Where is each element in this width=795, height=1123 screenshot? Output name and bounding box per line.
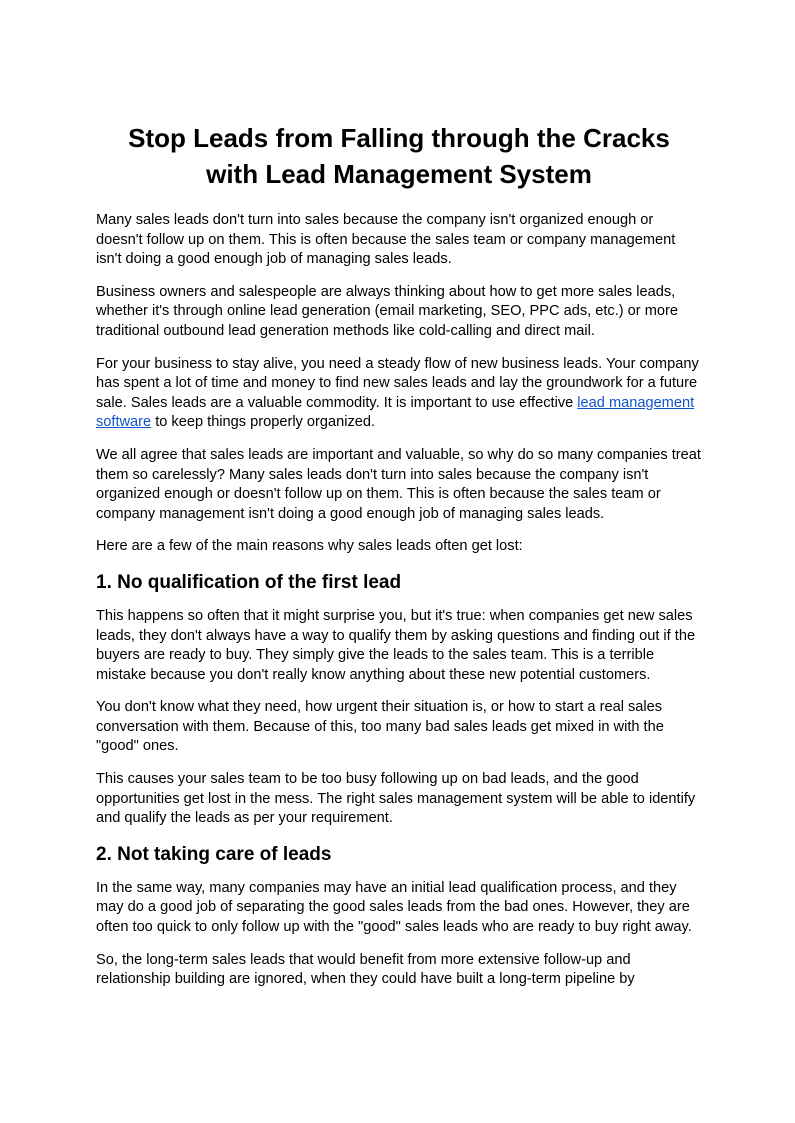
paragraph-text: to keep things properly organized. xyxy=(151,414,376,431)
intro-paragraph-1: Many sales leads don't turn into sales because the company isn't organized enough or doesn't follow up on them. This is often because the sales team or company management isn't doing a good enough job of managing sales leads. xyxy=(96,212,676,268)
paragraph-text: For your business to stay alive, you need a steady flow of new business leads. Your company has spent a lot of time and money to find new sales leads and lay the groundwork for a future sale. Sales leads are a valuable commodity. It is important to use effective xyxy=(96,355,699,411)
section-1-heading: 1. No qualification of the first lead xyxy=(96,571,402,593)
document-title xyxy=(96,120,702,192)
title-line-2: with Lead Management System xyxy=(206,159,592,189)
intro-paragraph-2: Business owners and salespeople are always thinking about how to get more sales leads, whether it's through online lead generation (email marketing, SEO, PPC ads, etc.) or more traditional outbound lead generation methods like cold-calling and direct mail. xyxy=(96,283,678,339)
section-1-paragraph: This causes your sales team to be too busy following up on bad leads, and the good opportunities get lost in the mess. The right sales management system will be able to identify and qualify the leads as per your requirement. xyxy=(96,771,696,827)
intro-paragraph-3 xyxy=(96,355,702,433)
lead-management-software-link[interactable]: lead management software xyxy=(96,394,695,431)
section-2-paragraph: So, the long-term sales leads that would benefit from more extensive follow-up and relationship building are ignored, when they could have built a long-term pipeline by xyxy=(96,951,635,988)
document-page xyxy=(96,120,702,1003)
intro-paragraph-5: Here are a few of the main reasons why sales leads often get lost: xyxy=(96,538,523,555)
intro-paragraph-4: We all agree that sales leads are important and valuable, so why do so many companies treat them so carelessly? Many sales leads don't turn into sales because the company isn't organized enough or doesn't follow up on them. This is often because the sales team or company management isn't doing a good enough job of managing sales leads. xyxy=(96,446,701,522)
section-1-paragraph: This happens so often that it might surprise you, but it's true: when companies get new sales leads, they don't always have a way to qualify them by asking questions and finding out if the buyers are ready to buy. They simply give the leads to the sales team. This is a terrible mistake because you don't really know anything about these new potential customers. xyxy=(96,607,696,683)
section-2-paragraph: In the same way, many companies may have an initial lead qualification process, and they may do a good job of separating the good sales leads from the bad ones. However, they are often too quick to only follow up with the "good" sales leads who are ready to buy right away. xyxy=(96,879,692,936)
section-1-paragraph: You don't know what they need, how urgent their situation is, or how to start a real sales conversation with them. Because of this, too many bad sales leads get mixed in with the "good" ones. xyxy=(96,699,664,755)
section-2-heading: 2. Not taking care of leads xyxy=(96,843,332,865)
title-line-1: Stop Leads from Falling through the Cracks xyxy=(128,123,670,153)
